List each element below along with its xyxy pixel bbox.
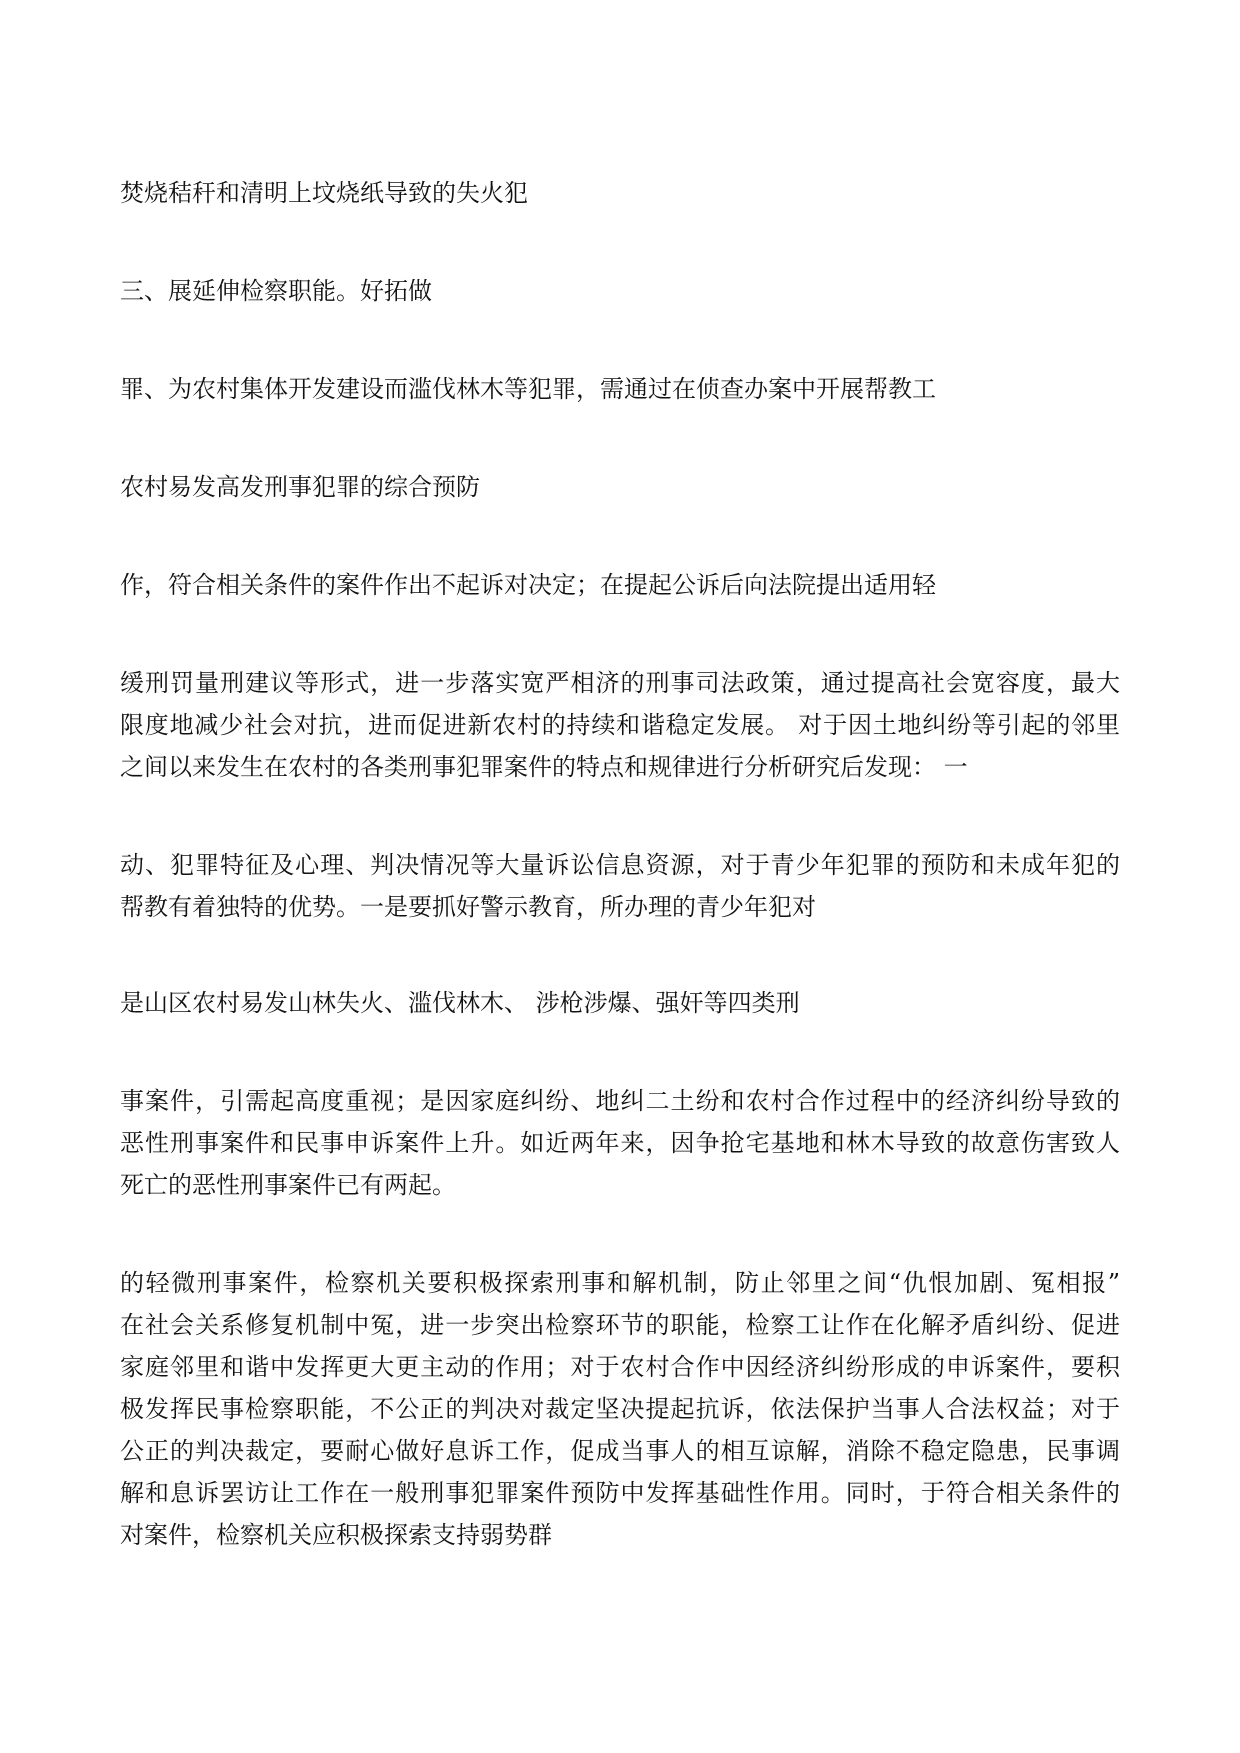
paragraph-7	[120, 844, 1120, 928]
text-line: 家庭邻里和谐中发挥更大更主动的作用；对于农村合作中因经济纠纷形成的申诉案件，要积	[120, 1353, 1120, 1381]
text-line: 事案件，引需起高度重视；是因家庭纠纷、地纠二土纷和农村合作过程中的经济纠纷导致的	[120, 1087, 1120, 1115]
paragraph-1	[120, 172, 1120, 214]
text-line: 动、犯罪特征及心理、判决情况等大量诉讼信息资源，对于青少年犯罪的预防和未成年犯的	[120, 851, 1120, 879]
text-line: 罪、为农村集体开发建设而滥伐林木等犯罪，需通过在侦查办案中开展帮教工	[120, 375, 936, 403]
paragraph-5	[120, 564, 1120, 606]
text-line: 之间以来发生在农村的各类刑事犯罪案件的特点和规律进行分析研究后发现： 一	[120, 753, 968, 781]
paragraph-9	[120, 1080, 1120, 1206]
text-line: 对案件，检察机关应积极探索支持弱势群	[120, 1521, 552, 1549]
text-line: 的轻微刑事案件，检察机关要积极探索刑事和解机制，防止邻里之间“仇恨加剧、冤相报”	[120, 1269, 1120, 1297]
paragraph-4	[120, 466, 1120, 508]
text-line: 解和息诉罢访让工作在一般刑事犯罪案件预防中发挥基础性作用。同时，于符合相关条件的	[120, 1479, 1120, 1507]
paragraph-10	[120, 1262, 1120, 1556]
paragraph-6	[120, 662, 1120, 788]
paragraph-8	[120, 982, 1120, 1024]
text-line: 焚烧秸秆和清明上坟烧纸导致的失火犯	[120, 179, 528, 207]
text-line: 缓刑罚量刑建议等形式，进一步落实宽严相济的刑事司法政策，通过提高社会宽容度，最大	[120, 669, 1120, 697]
text-line: 极发挥民事检察职能，不公正的判决对裁定坚决提起抗诉，依法保护当事人合法权益；对于	[120, 1395, 1120, 1423]
text-line: 帮教有着独特的优势。一是要抓好警示教育，所办理的青少年犯对	[120, 893, 816, 921]
paragraph-3	[120, 368, 1120, 410]
text-line: 恶性刑事案件和民事申诉案件上升。如近两年来，因争抢宅基地和林木导致的故意伤害致人	[120, 1129, 1120, 1157]
text-line: 是山区农村易发山林失火、滥伐林木、 涉枪涉爆、强奸等四类刑	[120, 989, 800, 1017]
text-line: 三、展延伸检察职能。好拓做	[120, 277, 432, 305]
text-line: 限度地减少社会对抗，进而促进新农村的持续和谐稳定发展。 对于因土地纠纷等引起的邻里	[120, 711, 1120, 739]
text-line: 农村易发高发刑事犯罪的综合预防	[120, 473, 480, 501]
paragraph-2	[120, 270, 1120, 312]
text-line: 死亡的恶性刑事案件已有两起。	[120, 1171, 456, 1199]
text-line: 在社会关系修复机制中冤，进一步突出检察环节的职能，检察工让作在化解矛盾纠纷、促进	[120, 1311, 1120, 1339]
text-line: 作，符合相关条件的案件作出不起诉对决定；在提起公诉后向法院提出适用轻	[120, 571, 936, 599]
text-line: 公正的判决裁定，要耐心做好息诉工作，促成当事人的相互谅解，消除不稳定隐患，民事调	[120, 1437, 1120, 1465]
